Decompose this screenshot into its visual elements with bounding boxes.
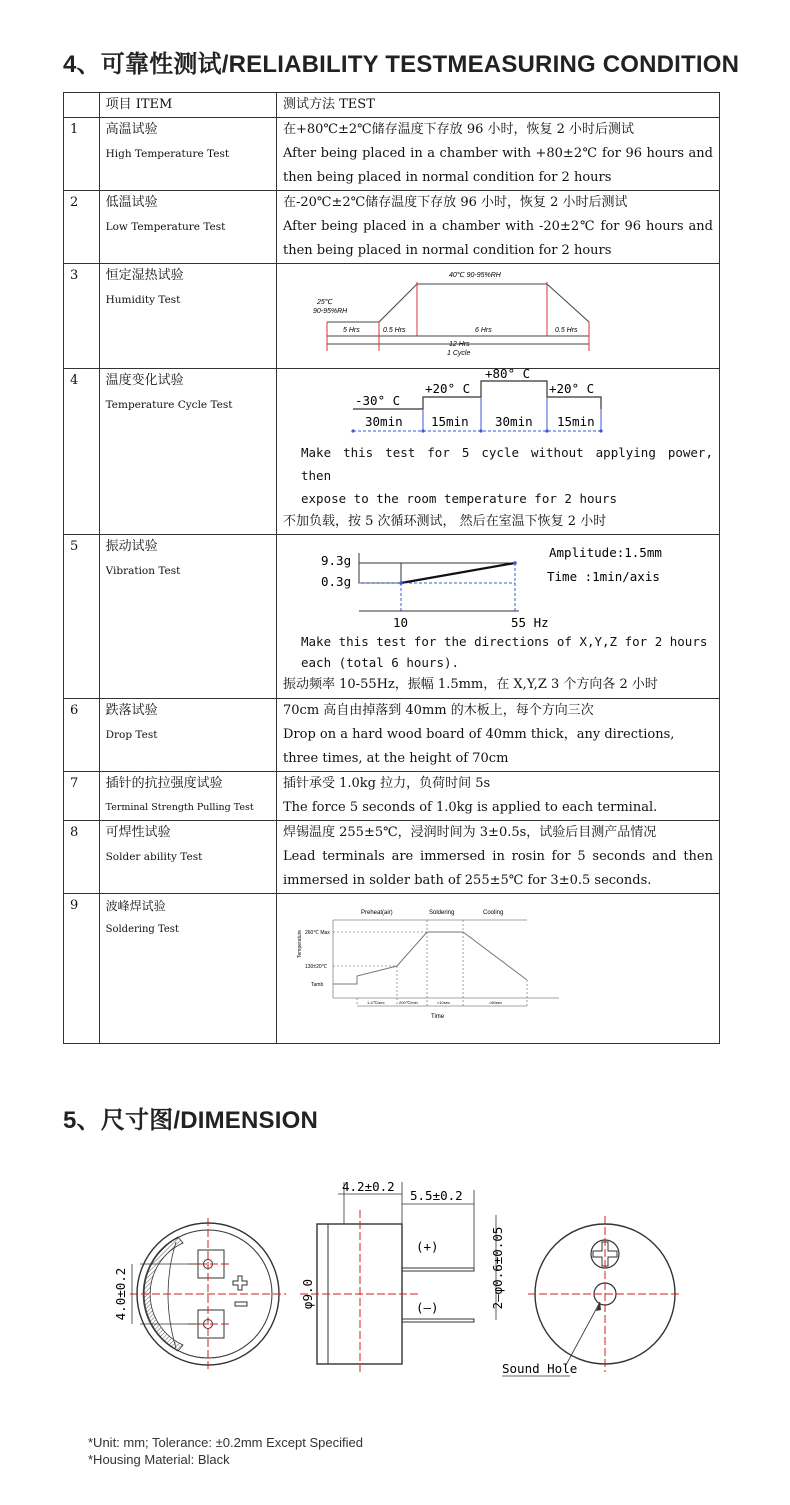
solder-preheat-label: Preheat(air)	[361, 910, 393, 916]
row-item	[99, 535, 276, 699]
reliability-table	[63, 92, 720, 1044]
row-test	[277, 772, 720, 821]
table-row	[64, 191, 720, 264]
duration-2: 15min	[431, 414, 469, 429]
temp-label-2: +20° C	[425, 381, 471, 396]
solder-ymid-label: 130±20℃	[305, 964, 328, 970]
table-row	[64, 772, 720, 821]
table-row	[64, 821, 720, 894]
vibration-x-max: 55 Hz	[511, 615, 549, 630]
row-test	[277, 894, 720, 1044]
diameter-dimension: φ9.0	[300, 1278, 315, 1310]
test-en-line-2: expose to the room temperature for 2 hours	[301, 491, 618, 506]
temperature-cycle-diagram	[283, 369, 713, 441]
header-item: 项目 ITEM	[99, 93, 276, 118]
test-cn: 不加负载，按 5 次循环测试， 然后在室温下恢复 2 小时	[283, 514, 607, 529]
row-item	[99, 191, 276, 264]
sound-hole-label: Sound Hole	[502, 1361, 578, 1376]
row-number: 3	[64, 264, 100, 369]
minus-terminal-label: (—)	[416, 1300, 439, 1315]
temp-label-1: -30° C	[355, 393, 401, 408]
row-number: 5	[64, 535, 100, 699]
test-cn: 70cm 高自由掉落到 40mm 的木板上，每个方向三次	[283, 703, 594, 718]
vibration-line	[401, 563, 515, 583]
item-en: Vibration Test	[105, 565, 181, 577]
test-cn: 在-20℃±2℃储存温度下存放 96 小时，恢复 2 小时后测试	[283, 195, 628, 210]
row-item	[99, 699, 276, 772]
item-en: Low Temperature Test	[105, 221, 226, 233]
item-cn: 跌落试验	[105, 703, 158, 718]
row-item	[99, 264, 276, 369]
test-en: Lead terminals are immersed in rosin for 5 seconds and then immersed in solder bath of 255±5℃ for 3±0.5 seconds.	[283, 849, 713, 888]
test-cn: 振动频率 10-55Hz，振幅 1.5mm，在 X,Y,Z 3 个方向各 2 小时	[283, 677, 658, 692]
item-en: High Temperature Test	[105, 148, 230, 160]
notes	[88, 1434, 363, 1468]
bottom-view	[113, 1218, 286, 1370]
solder-soldering-label: Soldering	[429, 910, 455, 916]
humidity-left-label-2: 90-95%RH	[313, 308, 348, 315]
pin-length-dimension: 5.5±0.2	[410, 1188, 463, 1203]
solder-tamb-label: Tamb	[311, 982, 324, 988]
row-item	[99, 118, 276, 191]
item-en: Drop Test	[105, 729, 158, 741]
vibration-amplitude: Amplitude:1.5mm	[549, 545, 662, 560]
test-en-line-2: each (total 6 hours).	[301, 655, 460, 670]
item-cn: 插针的抗拉强度试验	[105, 776, 223, 791]
item-cn: 高温试验	[105, 122, 158, 137]
dimension-drawing	[0, 1170, 790, 1410]
table-row	[64, 369, 720, 535]
humidity-seg-1: 5 Hrs	[343, 327, 360, 334]
pin-diameter-dimension: 2—φ0.6±0.05	[490, 1226, 505, 1310]
row-test	[277, 535, 720, 699]
humidity-profile-diagram	[277, 264, 717, 359]
solder-rate-2: 200℃/min	[399, 1000, 418, 1005]
soldering-curve	[333, 932, 527, 984]
item-cn: 低温试验	[105, 195, 158, 210]
row-test	[277, 191, 720, 264]
item-cn: 温度变化试验	[105, 373, 184, 388]
row-test	[277, 118, 720, 191]
row-number: 2	[64, 191, 100, 264]
table-row	[64, 264, 720, 369]
item-cn: 可焊性试验	[105, 825, 171, 840]
duration-1: 30min	[365, 414, 403, 429]
item-en: Temperature Cycle Test	[105, 399, 233, 411]
humidity-seg-2: 0.5 Hrs	[383, 327, 406, 334]
solder-cooling-label: Cooling	[483, 910, 504, 916]
row-test	[277, 264, 720, 369]
row-number: 4	[64, 369, 100, 535]
test-cn: 在+80℃±2℃储存温度下存放 96 小时，恢复 2 小时后测试	[283, 122, 635, 137]
vibration-diagram	[283, 535, 713, 631]
item-cn: 恒定湿热试验	[105, 268, 184, 283]
solder-time-2: >60sec	[489, 1000, 503, 1005]
solder-xlabel: Time	[431, 1014, 445, 1020]
vibration-x-min: 10	[393, 615, 409, 630]
test-en: After being placed in a chamber with +80±2℃ for 96 hours and then being placed in normal condition for 2 hours	[283, 146, 713, 185]
item-en: Terminal Strength Pulling Test	[105, 802, 254, 813]
width-dimension: 4.2±0.2	[342, 1179, 395, 1194]
humidity-cycle: 1 Cycle	[447, 350, 471, 357]
test-en-line-1: Make this test for the directions of X,Y,Z for 2 hours	[301, 634, 708, 649]
row-item	[99, 894, 276, 1044]
humidity-left-label-1: 25℃	[317, 299, 333, 306]
pitch-dimension: 4.0±0.2	[113, 1267, 128, 1321]
top-view	[502, 1216, 682, 1376]
section-4-title: 4、可靠性测试/RELIABILITY TESTMEASURING CONDITION	[63, 51, 740, 78]
duration-4: 15min	[557, 414, 595, 429]
header-no	[64, 93, 100, 118]
item-cn: 振动试验	[105, 539, 158, 554]
vibration-time: Time :1min/axis	[547, 569, 660, 584]
test-cn: 焊锡温度 255±5℃，浸润时间为 3±0.5s，试验后目测产品情况	[283, 825, 657, 840]
test-en-line-1: Make this test for 5 cycle without applying power, then	[301, 445, 713, 483]
vibration-y-max: 9.3g	[321, 553, 352, 568]
solder-ylabel: Temperature	[297, 929, 303, 958]
row-number: 7	[64, 772, 100, 821]
test-en: After being placed in a chamber with -20±2℃ for 96 hours and then being placed in normal condition for 2 hours	[283, 219, 713, 258]
duration-3: 30min	[495, 414, 533, 429]
humidity-seg-4: 0.5 Hrs	[555, 327, 578, 334]
test-en: The force 5 seconds of 1.0kg is applied to each terminal.	[283, 800, 658, 815]
solder-ymax-label: 260℃ Max	[305, 930, 330, 936]
note-unit: *Unit: mm; Tolerance: ±0.2mm Except Specified	[88, 1435, 363, 1450]
vibration-y-min: 0.3g	[321, 574, 352, 589]
table-row	[64, 699, 720, 772]
test-cn: 插针承受 1.0kg 拉力，负荷时间 5s	[283, 776, 491, 791]
table-header-row	[64, 93, 720, 118]
item-cn: 波峰焊试验	[105, 899, 166, 913]
row-number: 6	[64, 699, 100, 772]
note-material: *Housing Material: Black	[88, 1452, 230, 1467]
row-item	[99, 772, 276, 821]
humidity-seg-3: 6 Hrs	[475, 327, 492, 334]
side-view	[300, 1179, 505, 1374]
solder-rate-1: 1-4℃/sec	[367, 1000, 385, 1005]
table-row	[64, 894, 720, 1044]
item-en: Solder ability Test	[105, 851, 203, 863]
table-row	[64, 118, 720, 191]
section-5-title: 5、尺寸图/DIMENSION	[63, 1107, 319, 1134]
row-number: 1	[64, 118, 100, 191]
row-number: 9	[64, 894, 100, 1044]
temp-label-4: +20° C	[549, 381, 595, 396]
solder-time-1: <10sec	[437, 1000, 451, 1005]
humidity-profile-line	[327, 284, 589, 336]
test-en: Drop on a hard wood board of 40mm thick，any directions, three times, at the height of 70cm	[283, 727, 675, 766]
row-item	[99, 369, 276, 535]
row-number: 8	[64, 821, 100, 894]
plus-terminal-label: (+)	[416, 1239, 439, 1254]
temp-label-3: +80° C	[485, 369, 531, 381]
humidity-top-label: 40℃ 90-95%RH	[449, 272, 501, 279]
item-en: Humidity Test	[105, 294, 181, 306]
row-item	[99, 821, 276, 894]
row-test	[277, 369, 720, 535]
table-row	[64, 535, 720, 699]
row-test	[277, 699, 720, 772]
item-en: Soldering Test	[105, 924, 179, 935]
soldering-profile-diagram	[277, 894, 717, 1034]
row-test	[277, 821, 720, 894]
header-test: 测试方法 TEST	[277, 93, 720, 118]
humidity-total: 12 Hrs	[449, 341, 470, 348]
